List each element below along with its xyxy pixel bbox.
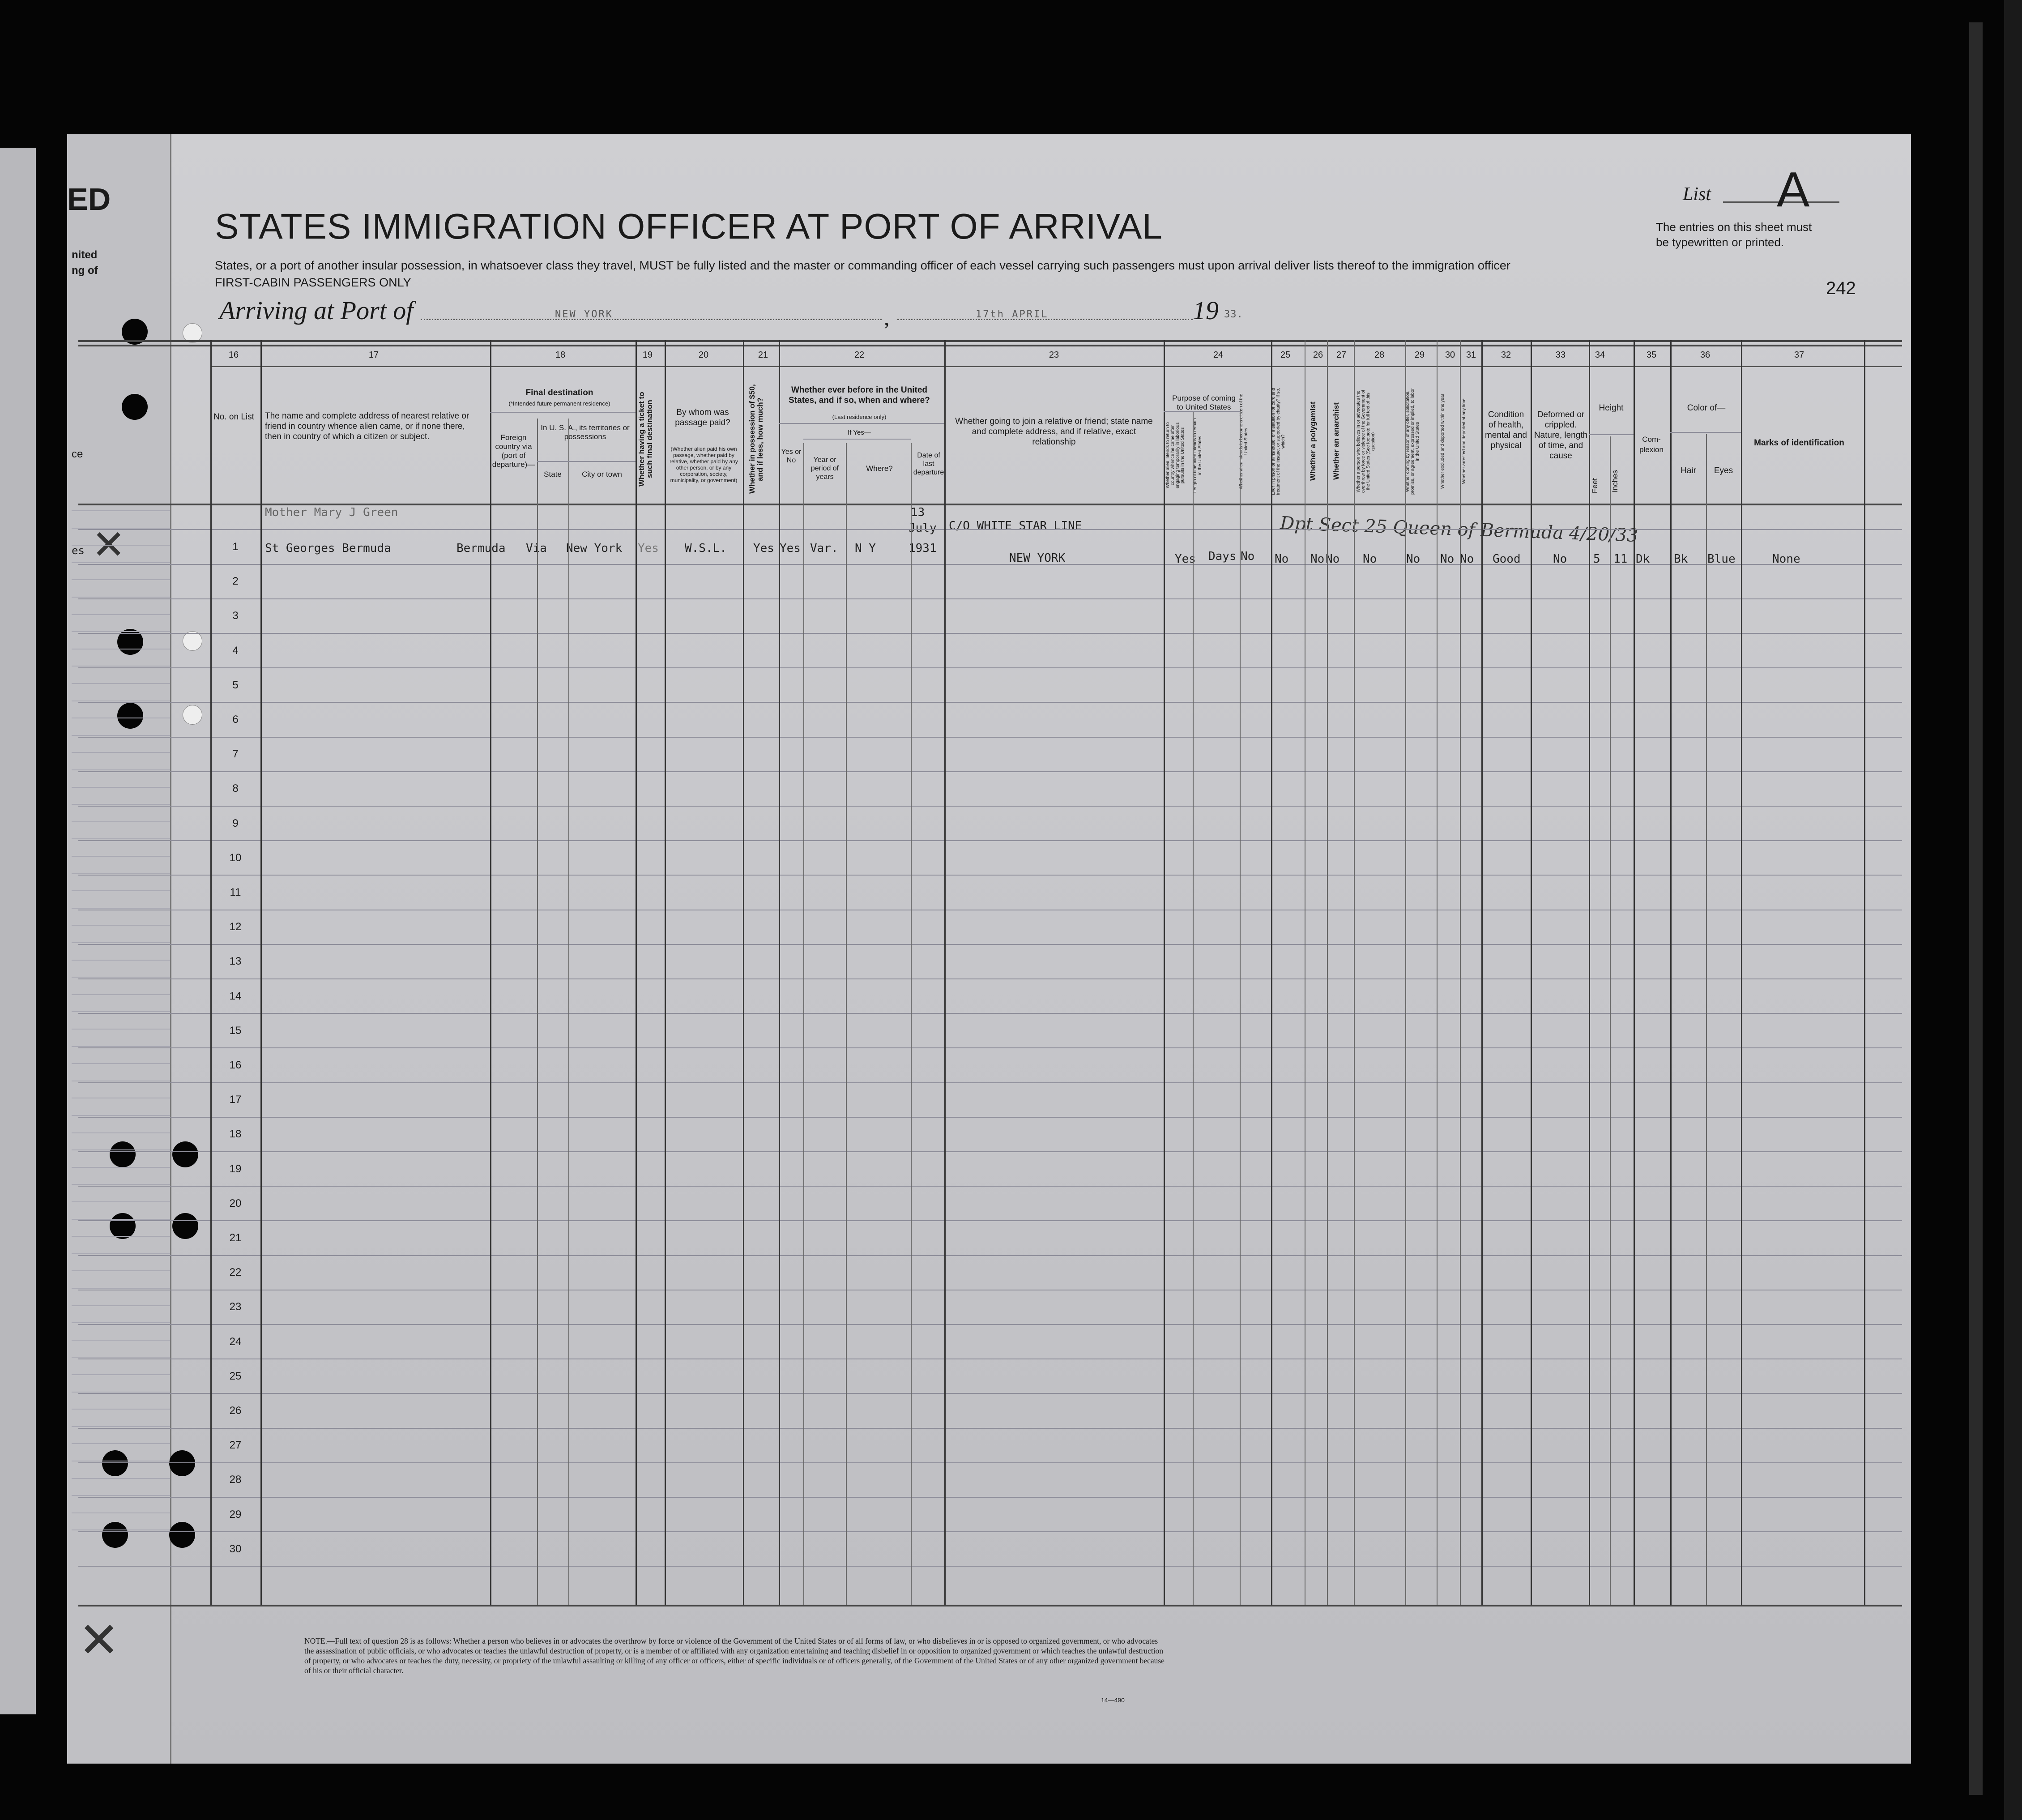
header-inches: Inches — [1611, 470, 1619, 493]
header-ever-before: Whether ever before in the United States, and if so, when and where? — [789, 385, 930, 405]
column-line — [1460, 340, 1461, 1605]
margin-line — [72, 1046, 170, 1047]
col-number: 21 — [758, 350, 768, 360]
header-excluded: Whether excluded and deported within one year — [1440, 393, 1445, 489]
column-line — [779, 340, 780, 1605]
list-value: A — [1777, 162, 1810, 217]
column-line — [944, 340, 946, 1605]
row-number: 25 — [229, 1370, 242, 1382]
row-number: 4 — [232, 645, 239, 657]
col-number: 19 — [642, 350, 653, 360]
subheader-rule — [803, 439, 911, 440]
margin-line — [72, 562, 170, 563]
column-line — [537, 419, 538, 1605]
column-line — [210, 340, 212, 1605]
page-number: 242 — [1826, 278, 1856, 298]
column-line — [1327, 340, 1328, 1605]
col-number: 16 — [228, 350, 239, 360]
column-line — [1864, 340, 1865, 1605]
binder-hole — [102, 1450, 128, 1476]
margin-line — [72, 631, 170, 632]
margin-line — [72, 1426, 170, 1427]
entry-relative-line2: St Georges Bermuda — [265, 542, 391, 555]
entry-feet: 5 — [1593, 552, 1600, 566]
row-number: 17 — [229, 1094, 242, 1106]
margin-line — [72, 1063, 170, 1064]
col-number: 32 — [1501, 350, 1511, 360]
margin-line — [72, 787, 170, 788]
row-line — [78, 1428, 1902, 1429]
entry-via: Via — [526, 542, 547, 555]
row-line — [78, 806, 1902, 807]
margin-line — [72, 510, 170, 511]
header-bottom-border — [78, 504, 1902, 505]
header-marks: Marks of identification — [1754, 438, 1844, 448]
col-number: 35 — [1646, 350, 1657, 360]
margin-line — [72, 1529, 170, 1530]
row-number: 24 — [229, 1336, 242, 1348]
row-line — [78, 1497, 1902, 1498]
entry-paid-by: W.S.L. — [685, 542, 727, 555]
row-number: 28 — [229, 1474, 242, 1486]
row-line — [78, 1117, 1902, 1118]
header-purpose-a: Whether alien intends to return to country whence he came after engaging temporarily in laborious pursuits in the United States — [1165, 422, 1185, 489]
row-line — [78, 875, 1902, 876]
margin-line — [72, 994, 170, 995]
check-mark-x-bottom: ✕ — [78, 1611, 120, 1669]
row-line — [78, 1047, 1902, 1048]
column-line — [1164, 340, 1165, 1605]
header-complexion: Com-plexion — [1639, 435, 1664, 454]
entry-purpose-return: Yes — [1175, 552, 1196, 566]
margin-line — [72, 856, 170, 857]
row-number: 18 — [229, 1128, 242, 1140]
col-number: 29 — [1414, 350, 1425, 360]
header-by-whom: By whom was passage paid? — [675, 408, 730, 427]
margin-line — [72, 1392, 170, 1393]
list-label: List — [1683, 184, 1711, 205]
header-relative-address: The name and complete address of nearest relative or friend in country whence alien came, or if none there, then in country of which a citizen or subject. — [265, 411, 469, 441]
entry-period: Var. — [810, 542, 838, 555]
header-purpose: Purpose of coming to United States — [1172, 394, 1236, 411]
binder-hole — [117, 703, 143, 729]
header-purpose-c: Whether alien intends to become a citizen of the United States — [1239, 393, 1249, 489]
row-line — [78, 667, 1902, 668]
header-contract: Whether coming by reason of any offer, solicitation, promise, or agreement, expressed or implied, to labor in the United States — [1405, 388, 1420, 495]
column-line — [665, 340, 666, 1605]
col-number: 30 — [1445, 350, 1455, 360]
header-yes-or-no: Yes or No — [781, 448, 802, 464]
entry-join-line1: C/O WHITE STAR LINE — [949, 519, 1082, 533]
margin-line — [72, 1219, 170, 1220]
binder-hole — [110, 1141, 136, 1167]
column-line — [1589, 340, 1590, 1605]
year-suffix: 33. — [1224, 309, 1243, 320]
column-line — [846, 443, 847, 1605]
margin-line — [72, 597, 170, 598]
column-line — [1670, 340, 1672, 1605]
row-number: 16 — [229, 1059, 242, 1071]
col-number: 20 — [698, 350, 709, 360]
column-line — [1271, 340, 1272, 1605]
entry-excluded: No — [1440, 552, 1455, 566]
row-number: 15 — [229, 1025, 242, 1037]
binder-hole — [102, 1522, 128, 1548]
entry-complexion: Dk — [1636, 552, 1650, 566]
column-line — [1481, 340, 1483, 1605]
row-number: 2 — [232, 575, 239, 587]
entry-deformed: No — [1553, 552, 1567, 566]
class-line: FIRST-CABIN PASSENGERS ONLY — [215, 276, 411, 289]
comma: , — [884, 305, 890, 330]
header-where: Where? — [866, 464, 893, 473]
margin-line — [72, 1305, 170, 1306]
margin-fragment-1: nited — [72, 249, 98, 261]
binder-hole — [122, 394, 148, 420]
entry-contract: No — [1406, 552, 1421, 566]
margin-line — [72, 683, 170, 684]
margin-line — [72, 1270, 170, 1271]
row-number: 19 — [229, 1163, 242, 1175]
margin-line — [72, 1288, 170, 1289]
entry-marks: None — [1772, 552, 1800, 566]
column-line — [1706, 434, 1707, 1605]
margin-fragment-big: ED — [67, 182, 111, 217]
col-number: 26 — [1313, 350, 1323, 360]
header-by-whom-note: (Whether alien paid his own passage, whether paid by relative, whether paid by any other person, or by any corporation, society, municipality, or government) — [670, 446, 738, 483]
col-number: 22 — [854, 350, 865, 360]
dark-edge-right — [2004, 0, 2022, 1820]
entry-hair: Bk — [1674, 552, 1688, 566]
header-final-destination: Final destination — [525, 388, 593, 397]
header-height: Height — [1599, 403, 1624, 413]
header-color-of: Color of— — [1687, 403, 1726, 413]
margin-line — [72, 735, 170, 736]
margin-line — [72, 1253, 170, 1254]
margin-line — [72, 1029, 170, 1030]
row-line — [78, 1082, 1902, 1083]
port-value: NEW YORK — [555, 309, 613, 320]
date-value: 17th APRIL — [976, 309, 1049, 320]
row-line — [78, 944, 1902, 945]
header-anarchist: Whether an anarchist — [1332, 402, 1340, 480]
margin-fragment-3: ce — [72, 448, 83, 460]
header-state: State — [544, 470, 562, 478]
margin-line — [72, 925, 170, 926]
entry-last-departure-1: 13 — [911, 506, 925, 519]
margin-line — [72, 614, 170, 615]
row-line — [78, 1186, 1902, 1187]
header-final-destination-note: (*Intended future permanent residence) — [508, 400, 610, 407]
left-margin-strip — [67, 134, 171, 1764]
margin-fragment-4: es — [72, 544, 85, 557]
margin-line — [72, 579, 170, 580]
row-number: 3 — [232, 610, 239, 622]
subheader-rule — [1670, 432, 1741, 433]
row-line — [78, 1013, 1902, 1014]
header-prison: Ever in prison or almshouse, or institution for care and treatment of the insane, or supported by charity? If so, which? — [1271, 388, 1286, 495]
column-line — [911, 443, 912, 1605]
column-line — [743, 340, 744, 1605]
subheader-rule — [1164, 411, 1240, 412]
row-line — [78, 1324, 1902, 1325]
row-line — [78, 1462, 1902, 1463]
margin-line — [72, 1184, 170, 1185]
entry-last-departure-3: 1931 — [909, 542, 937, 555]
row-line — [78, 1220, 1902, 1221]
col-number: 23 — [1049, 350, 1059, 360]
col-number: 24 — [1213, 350, 1224, 360]
header-foreign-country: Foreign country via (port of departure)— — [492, 433, 535, 469]
left-page-fragment — [0, 148, 36, 1714]
table-top-border — [78, 345, 1902, 346]
entry-join-line2: NEW YORK — [1009, 551, 1066, 565]
column-line — [1405, 340, 1406, 1605]
col-number: 34 — [1595, 350, 1605, 360]
row-number: 22 — [229, 1266, 242, 1278]
col-number: 27 — [1336, 350, 1347, 360]
column-line — [1437, 340, 1438, 1605]
row-line — [78, 1393, 1902, 1394]
table-bottom-border — [78, 1605, 1902, 1606]
row-number: 29 — [229, 1508, 242, 1521]
column-line — [490, 340, 491, 1605]
header-city: City or town — [582, 470, 622, 478]
col-number: 33 — [1555, 350, 1566, 360]
subheader-rule — [1589, 434, 1634, 435]
row-line — [78, 771, 1902, 772]
year-prefix: 19 — [1193, 296, 1219, 325]
col-number: 17 — [368, 350, 379, 360]
row-number: 13 — [229, 955, 242, 967]
header-no-on-list: No. on List — [213, 412, 254, 422]
header-deformed: Deformed or crippled. Nature, length of time, and cause — [1534, 410, 1588, 461]
column-line — [636, 340, 637, 1605]
margin-line — [72, 977, 170, 978]
margin-line — [72, 545, 170, 546]
column-line — [1634, 340, 1635, 1605]
margin-line — [72, 1201, 170, 1202]
margin-line — [72, 528, 170, 529]
entry-anarchist: No — [1326, 552, 1340, 566]
margin-line — [72, 1443, 170, 1444]
table-top-border — [78, 340, 1902, 342]
column-line — [803, 443, 804, 1605]
row-number: 1 — [232, 541, 239, 553]
header-arrested: Whether arrested and deported at any time — [1462, 398, 1467, 484]
subheader-rule — [490, 412, 636, 413]
entry-inches: 11 — [1613, 552, 1628, 566]
row-number: 11 — [230, 886, 241, 898]
entry-ever-before: Yes — [780, 542, 801, 555]
header-purpose-b: Length of time alien intends to remain in the United States — [1193, 418, 1203, 493]
col-number: 18 — [555, 350, 566, 360]
row-number: 5 — [232, 679, 239, 691]
dark-edge-strip — [1969, 22, 1983, 1795]
form-number: 14—490 — [1101, 1696, 1125, 1704]
margin-line — [72, 838, 170, 839]
row-line — [78, 529, 1902, 530]
row-line — [78, 1151, 1902, 1152]
row-number: 8 — [232, 782, 239, 795]
row-line — [78, 564, 1902, 565]
column-line — [1610, 436, 1611, 1605]
entry-relative-line1: Mother Mary J Green — [265, 506, 398, 519]
header-ticket: Whether having a ticket to such final destination — [637, 392, 654, 487]
binder-hole — [110, 1213, 136, 1239]
column-line — [1741, 340, 1742, 1605]
row-number: 26 — [229, 1405, 242, 1417]
header-join-relative: Whether going to join a relative or friend; state name and complete address, and if relative, exact relationship — [955, 417, 1153, 447]
column-line — [1240, 412, 1241, 1605]
margin-line — [72, 1512, 170, 1513]
header-last-residence: (Last residence only) — [832, 414, 887, 420]
port-dotted-line — [421, 319, 882, 320]
margin-line — [72, 1357, 170, 1358]
margin-line — [72, 1132, 170, 1133]
entry-arrested: No — [1460, 552, 1474, 566]
margin-line — [72, 769, 170, 770]
entry-last-departure-2: July — [909, 521, 937, 535]
header-condition: Condition of health, mental and physical — [1485, 410, 1527, 450]
header-if-yes: If Yes— — [848, 429, 871, 436]
entry-length-of-stay: Days — [1208, 550, 1237, 563]
header-in-usa: In U. S. A., its territories or possessions — [541, 423, 630, 441]
margin-line — [72, 1167, 170, 1168]
row-line — [78, 1531, 1902, 1532]
subheader-rule — [779, 423, 944, 424]
list-note-1: The entries on this sheet must — [1656, 220, 1812, 234]
row-line — [78, 840, 1902, 841]
row-number: 12 — [229, 921, 242, 933]
entry-ticket: Yes — [638, 542, 659, 555]
row-number: 6 — [232, 713, 239, 726]
header-hair: Hair — [1681, 466, 1696, 475]
margin-line — [72, 1478, 170, 1479]
header-number-rule — [210, 366, 1902, 367]
col-number: 28 — [1374, 350, 1385, 360]
row-number: 9 — [232, 817, 239, 829]
entry-foreign-country: Bermuda — [456, 542, 506, 555]
margin-line — [72, 1011, 170, 1012]
row-line — [78, 978, 1902, 979]
subheader-rule — [537, 461, 636, 462]
handwritten-annotation: Dpt Sect 25 Queen of Bermuda 4/20/33 — [1280, 513, 1639, 546]
row-number: 30 — [229, 1543, 242, 1555]
check-mark-x: ✕ — [92, 521, 126, 568]
margin-line — [72, 1374, 170, 1375]
margin-line — [72, 752, 170, 753]
margin-line — [72, 1340, 170, 1341]
page-title: STATES IMMIGRATION OFFICER AT PORT OF ARRIVAL — [215, 206, 1163, 246]
margin-line — [72, 1322, 170, 1323]
header-eyes: Eyes — [1714, 466, 1733, 475]
arriving-label: Arriving at Port of — [219, 296, 414, 325]
column-line — [1354, 340, 1355, 1605]
row-line — [78, 1255, 1902, 1256]
row-line — [78, 633, 1902, 634]
margin-line — [72, 1409, 170, 1410]
entry-prison: No — [1275, 552, 1289, 566]
row-line — [78, 702, 1902, 703]
row-number: 14 — [229, 990, 242, 1002]
margin-fragment-2: ng of — [72, 265, 98, 277]
entry-polygamist: No — [1310, 552, 1325, 566]
header-overthrow: Whether a person who believes in or advocates the overthrow by force or violence of the Government of the United States (See footnote for full text of this question) — [1356, 389, 1376, 493]
row-number: 10 — [229, 852, 242, 864]
row-line — [78, 737, 1902, 738]
col-number: 36 — [1700, 350, 1711, 360]
margin-line — [72, 1115, 170, 1116]
row-number: 27 — [229, 1439, 242, 1451]
row-number: 21 — [229, 1232, 242, 1244]
row-number: 20 — [229, 1197, 242, 1209]
column-line — [1193, 412, 1194, 1605]
margin-line — [72, 1149, 170, 1150]
column-line — [568, 419, 569, 1605]
header-year-period: Year or period of years — [811, 456, 839, 481]
entry-city: New York — [566, 542, 623, 555]
header-polygamist: Whether a polygamist — [1309, 402, 1317, 481]
entry-possession: Yes — [753, 542, 774, 555]
subtitle: States, or a port of another insular possession, in whatsoever class they travel, MUST be fully listed and the master or commanding officer of each vessel carrying such passengers must upon arrival deliver lists thereof to the immigration officer — [215, 259, 1510, 272]
header-feet: Feet — [1591, 478, 1599, 494]
col-number: 25 — [1280, 350, 1291, 360]
row-number: 23 — [229, 1301, 242, 1313]
column-line — [260, 340, 262, 1605]
margin-line — [72, 804, 170, 805]
entry-overthrow: No — [1363, 552, 1377, 566]
footnote: NOTE.—Full text of question 28 is as follows: Whether a person who believes in or advocates the overthrow by force or violence of the Government of the United States or of all forms of law, or who disbelieves in or is opposed to organized government, or who advocates the assassination of public officials, or who advocates or teaches the unlawful destruction of property, or is a member of or affiliated with any organization entertaining and teaching disbelief in or opposition to organized government or which teaches the unlawful destruction of property, or who advocates or teaches the duty, necessity, or propriety of the unlawful assaulting or killing of any officer or officers, either of specific individuals or of officers generally, of the Government of the United States or of any other organized government because of his or their official character. — [304, 1636, 1165, 1675]
list-note-2: be typewritten or printed. — [1656, 235, 1784, 249]
column-line — [1531, 340, 1532, 1605]
row-number: 7 — [232, 748, 239, 760]
margin-line — [72, 908, 170, 909]
entry-where: N Y — [855, 542, 876, 555]
header-possession: Whether in possession of $50, and if less, how much? — [748, 384, 764, 494]
margin-line — [72, 821, 170, 822]
row-line — [78, 1566, 1902, 1567]
header-date-last-departure: Date of last departure — [913, 452, 944, 476]
margin-line — [72, 960, 170, 961]
entry-eyes: Blue — [1707, 552, 1736, 566]
margin-line — [72, 1495, 170, 1496]
col-number: 37 — [1794, 350, 1804, 360]
margin-line — [72, 1236, 170, 1237]
entry-health: Good — [1493, 552, 1521, 566]
margin-line — [72, 942, 170, 943]
margin-line — [72, 873, 170, 874]
entry-intend-citizen: No — [1241, 550, 1255, 563]
margin-line — [72, 890, 170, 891]
col-number: 31 — [1466, 350, 1476, 360]
row-line — [78, 598, 1902, 599]
